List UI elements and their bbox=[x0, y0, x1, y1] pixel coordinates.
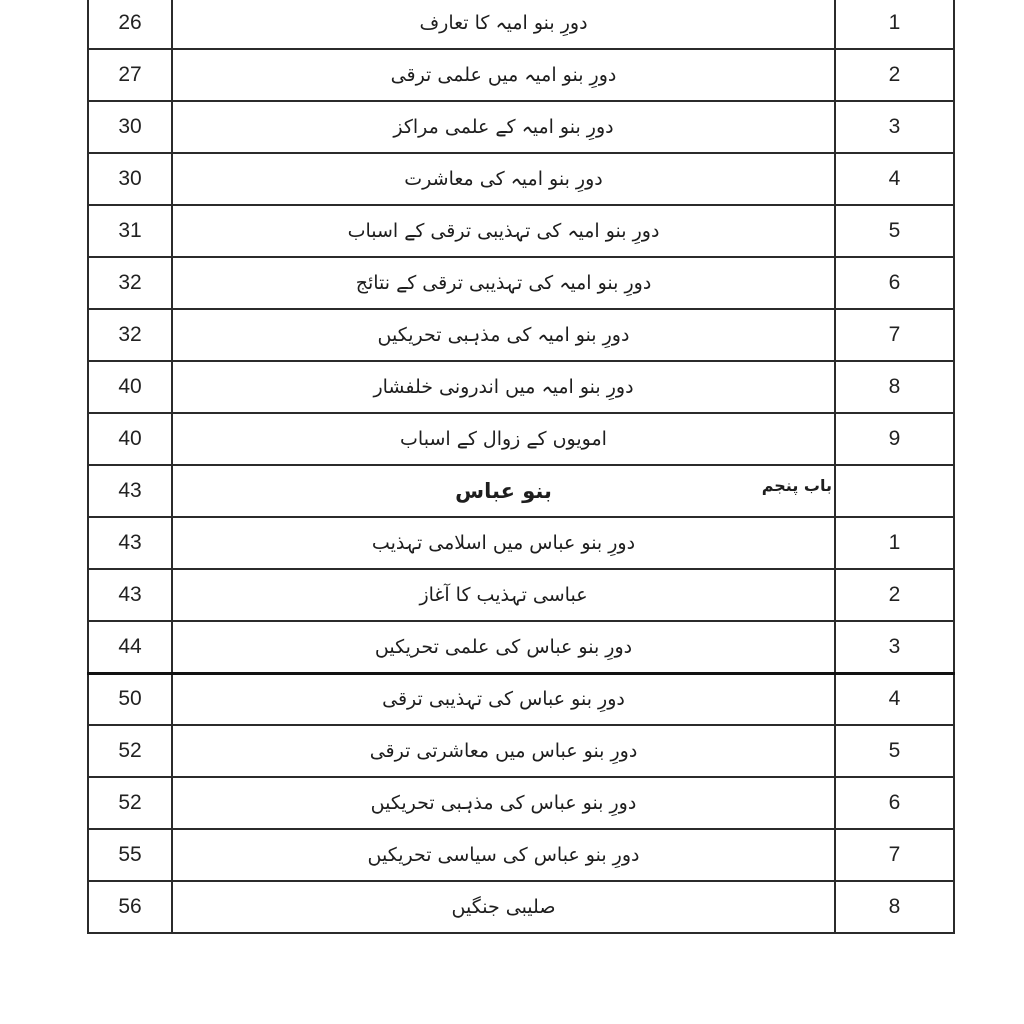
table-row bbox=[88, 621, 954, 673]
page-number-cell: 40 bbox=[88, 361, 172, 413]
serial-number-cell: 7 bbox=[835, 309, 954, 361]
table-row bbox=[88, 881, 954, 933]
serial-number-cell: 8 bbox=[835, 881, 954, 933]
topic-title-cell bbox=[172, 0, 835, 49]
page-number-cell: 50 bbox=[88, 673, 172, 725]
topic-title-cell bbox=[172, 881, 835, 933]
table-row bbox=[88, 0, 954, 49]
table-row bbox=[88, 309, 954, 361]
topic-title-cell bbox=[172, 309, 835, 361]
toc-body bbox=[88, 0, 954, 933]
topic-title-cell bbox=[172, 569, 835, 621]
topic-title-cell bbox=[172, 777, 835, 829]
serial-number-cell: 2 bbox=[835, 569, 954, 621]
topic-title: دورِ بنو عباس میں معاشرتی ترقی bbox=[369, 740, 638, 762]
page-number-cell: 43 bbox=[88, 569, 172, 621]
serial-number-cell: 5 bbox=[835, 725, 954, 777]
page-number-cell: 32 bbox=[88, 257, 172, 309]
topic-title-cell bbox=[172, 257, 835, 309]
serial-number-cell: 5 bbox=[835, 205, 954, 257]
page-number-cell: 43 bbox=[88, 517, 172, 569]
page-number-cell: 44 bbox=[88, 621, 172, 673]
topic-title-cell bbox=[172, 205, 835, 257]
topic-title-cell bbox=[172, 621, 835, 673]
table-row bbox=[88, 569, 954, 621]
topic-title-cell bbox=[172, 725, 835, 777]
page-number-cell: 43 bbox=[88, 465, 172, 517]
table-row bbox=[88, 153, 954, 205]
topic-title: دورِ بنو عباس کی مذہبی تحریکیں bbox=[370, 792, 637, 814]
serial-number-cell: 4 bbox=[835, 673, 954, 725]
topic-title: دورِ بنو عباس میں اسلامی تہذیب bbox=[371, 532, 636, 554]
serial-number-cell: 2 bbox=[835, 49, 954, 101]
topic-title-cell bbox=[172, 673, 835, 725]
page-number-cell: 32 bbox=[88, 309, 172, 361]
table-row bbox=[88, 205, 954, 257]
serial-number-cell: 8 bbox=[835, 361, 954, 413]
topic-title: امویوں کے زوال کے اسباب bbox=[400, 428, 607, 450]
page-number-cell: 26 bbox=[88, 0, 172, 49]
page-number-cell: 27 bbox=[88, 49, 172, 101]
topic-title: دورِ بنو امیہ کی مذہبی تحریکیں bbox=[377, 324, 630, 346]
serial-number-cell: 6 bbox=[835, 257, 954, 309]
table-row bbox=[88, 413, 954, 465]
chapter-label: باب پنجم bbox=[761, 476, 832, 495]
topic-title-cell bbox=[172, 49, 835, 101]
table-of-contents bbox=[87, 0, 955, 934]
chapter-title: بنو عباس bbox=[455, 479, 552, 503]
serial-number-cell bbox=[835, 465, 954, 517]
table-row bbox=[88, 517, 954, 569]
page-number-cell: 30 bbox=[88, 153, 172, 205]
chapter-title-cell bbox=[172, 465, 835, 517]
topic-title-cell bbox=[172, 361, 835, 413]
chapter-heading-row bbox=[88, 465, 954, 517]
serial-number-cell: 6 bbox=[835, 777, 954, 829]
topic-title-cell bbox=[172, 517, 835, 569]
serial-number-cell: 9 bbox=[835, 413, 954, 465]
table-row bbox=[88, 361, 954, 413]
serial-number-cell: 1 bbox=[835, 517, 954, 569]
topic-title-cell bbox=[172, 829, 835, 881]
table-row bbox=[88, 101, 954, 153]
serial-number-cell: 3 bbox=[835, 101, 954, 153]
topic-title: عباسی تہذیب کا آغاز bbox=[419, 584, 588, 606]
table-row bbox=[88, 673, 954, 725]
page-number-cell: 31 bbox=[88, 205, 172, 257]
topic-title: دورِ بنو امیہ کی معاشرت bbox=[404, 168, 603, 190]
topic-title-cell bbox=[172, 153, 835, 205]
topic-title: دورِ بنو عباس کی علمی تحریکیں bbox=[374, 635, 633, 658]
table-row bbox=[88, 829, 954, 881]
topic-title: دورِ بنو امیہ میں علمی ترقی bbox=[390, 64, 617, 86]
topic-title: دورِ بنو عباس کی سیاسی تحریکیں bbox=[367, 844, 640, 866]
table-row bbox=[88, 725, 954, 777]
table-row bbox=[88, 49, 954, 101]
page-number-cell: 40 bbox=[88, 413, 172, 465]
page-number-cell: 55 bbox=[88, 829, 172, 881]
topic-title: دورِ بنو عباس کی تہذیبی ترقی bbox=[382, 688, 625, 711]
table-row bbox=[88, 257, 954, 309]
topic-title: دورِ بنو امیہ میں اندرونی خلفشار bbox=[373, 376, 634, 398]
page-number-cell: 30 bbox=[88, 101, 172, 153]
page-number-cell: 52 bbox=[88, 725, 172, 777]
serial-number-cell: 7 bbox=[835, 829, 954, 881]
topic-title: دورِ بنو امیہ کی تہذیبی ترقی کے اسباب bbox=[347, 220, 660, 242]
serial-number-cell: 4 bbox=[835, 153, 954, 205]
topic-title-cell bbox=[172, 413, 835, 465]
serial-number-cell: 1 bbox=[835, 0, 954, 49]
table-row bbox=[88, 777, 954, 829]
topic-title: دورِ بنو امیہ کے علمی مراکز bbox=[393, 116, 614, 138]
topic-title-cell bbox=[172, 101, 835, 153]
topic-title: دورِ بنو امیہ کا تعارف bbox=[419, 12, 588, 34]
serial-number-cell: 3 bbox=[835, 621, 954, 673]
topic-title: صلیبی جنگیں bbox=[451, 896, 556, 918]
page-number-cell: 52 bbox=[88, 777, 172, 829]
page-number-cell: 56 bbox=[88, 881, 172, 933]
topic-title: دورِ بنو امیہ کی تہذیبی ترقی کے نتائج bbox=[355, 272, 652, 294]
